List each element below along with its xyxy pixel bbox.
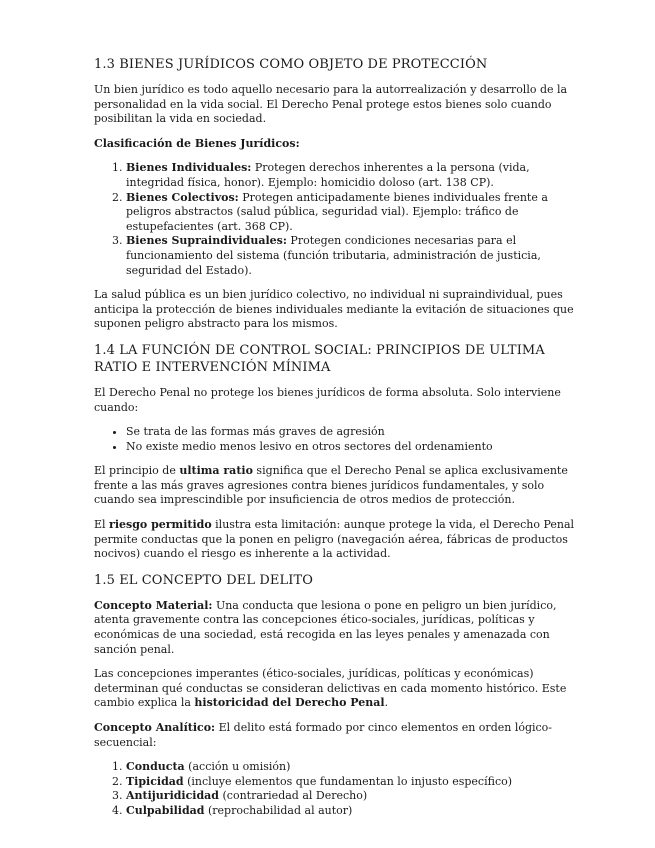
section-1-4-heading: 1.4 LA FUNCIÓN DE CONTROL SOCIAL: PRINCIPIOS DE ULTIMA RATIO E INTERVENCIÓN MÍNIMA: [94, 342, 545, 375]
section-1-3-closing: La salud pública es un bien jurídico colectivo, no individual ni supraindividual, pues anticipa la protección de bienes individuales mediante la evitación de situaciones que suponen peligro abstracto para los mismos.: [94, 288, 574, 331]
concepto-material-paragraph: [94, 599, 575, 657]
paragraph-text: significa que el Derecho Penal se aplica exclusivamente frente a las más graves agresiones contra bienes jurídicos fundamentales, y solo cuando sea imprescindible por insuficiencia de otros medios de protección.: [94, 464, 568, 507]
concepto-material-term: Concepto Material:: [94, 598, 213, 612]
section-1-4-intro: El Derecho Penal no protege los bienes jurídicos de forma absoluta. Solo interviene cuando:: [94, 385, 561, 414]
list-item-text: Protegen anticipadamente bienes individuales frente a peligros abstractos (salud pública, seguridad vial). Ejemplo: tráfico de estupefacientes (art. 368 CP).: [126, 190, 548, 233]
list-item: [126, 789, 575, 804]
list-item-text: (reprochabilidad al autor): [204, 803, 353, 817]
paragraph-text: El: [94, 518, 110, 532]
list-item-term: Antijuridicidad: [126, 789, 220, 803]
paragraph-text: El principio de: [94, 464, 180, 478]
list-item-term: Bienes Individuales:: [126, 161, 252, 175]
intervention-bullets: [94, 425, 575, 454]
section-1-3-heading: 1.3 BIENES JURÍDICOS COMO OBJETO DE PROTECCIÓN: [94, 57, 488, 72]
list-item-term: Culpabilidad: [126, 803, 205, 817]
bienes-list: [94, 161, 575, 278]
list-item-term: Bienes Colectivos:: [126, 190, 239, 204]
list-item: [126, 760, 575, 775]
classification-label: [94, 137, 575, 152]
list-item: [126, 804, 575, 819]
historicidad-paragraph: [94, 667, 575, 711]
paragraph-text: ilustra esta limitación: aunque protege la vida, el Derecho Penal permite conductas que la ponen en peligro (navegación aérea, fábricas de productos nocivos) cuando el riesgo es inherente a la actividad.: [94, 518, 575, 561]
paragraph-text: El delito está formado por cinco elementos en orden lógico-secuencial:: [94, 721, 553, 749]
list-item: [126, 234, 575, 278]
riesgo-permitido-term: riesgo permitido: [109, 518, 212, 532]
list-item-text: (contrariedad al Derecho): [219, 789, 368, 803]
paragraph-text: .: [384, 696, 389, 710]
list-item-text: Protegen condiciones necesarias para el funcionamiento del sistema (función tributaria, administración de justicia, seguridad del Estado).: [126, 234, 541, 277]
list-item: • Se trata de las formas más graves de agresión: [126, 425, 575, 440]
list-item-text: (acción u omisión): [184, 760, 291, 774]
concepto-analitico-paragraph: [94, 721, 575, 750]
classification-label-text: Clasificación de Bienes Jurídicos:: [94, 136, 300, 150]
historicidad-term: historicidad del Derecho Penal: [194, 696, 385, 710]
paragraph-text: Las concepciones imperantes (ético-sociales, jurídicas, políticas y económicas) determinan qué conductas se consideran delictivas en cada momento histórico. Este cambio explica la: [94, 667, 567, 710]
list-item-term: Bienes Supraindividuales:: [126, 234, 287, 248]
list-item-term: Conducta: [126, 760, 185, 774]
section-1-5-heading: 1.5 EL CONCEPTO DEL DELITO: [94, 572, 313, 588]
list-item: [126, 161, 575, 190]
delito-elements-list: [94, 760, 575, 818]
list-item-text: Protegen derechos inherentes a la persona (vida, integridad física, honor). Ejemplo: homicidio doloso (art. 138 CP).: [126, 161, 530, 189]
paragraph-text: Una conducta que lesiona o pone en peligro un bien jurídico, atenta gravemente contra las concepciones ético-sociales, jurídicas, políticas y económicas de una sociedad, está recogida en las leyes penales y amenazada con sanción penal.: [94, 598, 557, 656]
ultima-ratio-term: ultima ratio: [179, 464, 253, 478]
list-item: • No existe medio menos lesivo en otros sectores del ordenamiento: [126, 440, 575, 455]
list-item: [126, 775, 575, 790]
section-1-3-intro: Un bien jurídico es todo aquello necesario para la autorrealización y desarrollo de la personalidad en la vida social. El Derecho Penal protege estos bienes solo cuando posibilitan la vida en sociedad.: [94, 83, 568, 126]
list-item-text: (incluye elementos que fundamentan lo injusto específico): [183, 774, 513, 788]
concepto-analitico-term: Concepto Analítico:: [94, 721, 216, 734]
list-item-term: Tipicidad: [126, 774, 184, 788]
list-item: [126, 191, 575, 235]
riesgo-permitido-paragraph: [94, 518, 575, 562]
ultima-ratio-paragraph: [94, 464, 575, 508]
